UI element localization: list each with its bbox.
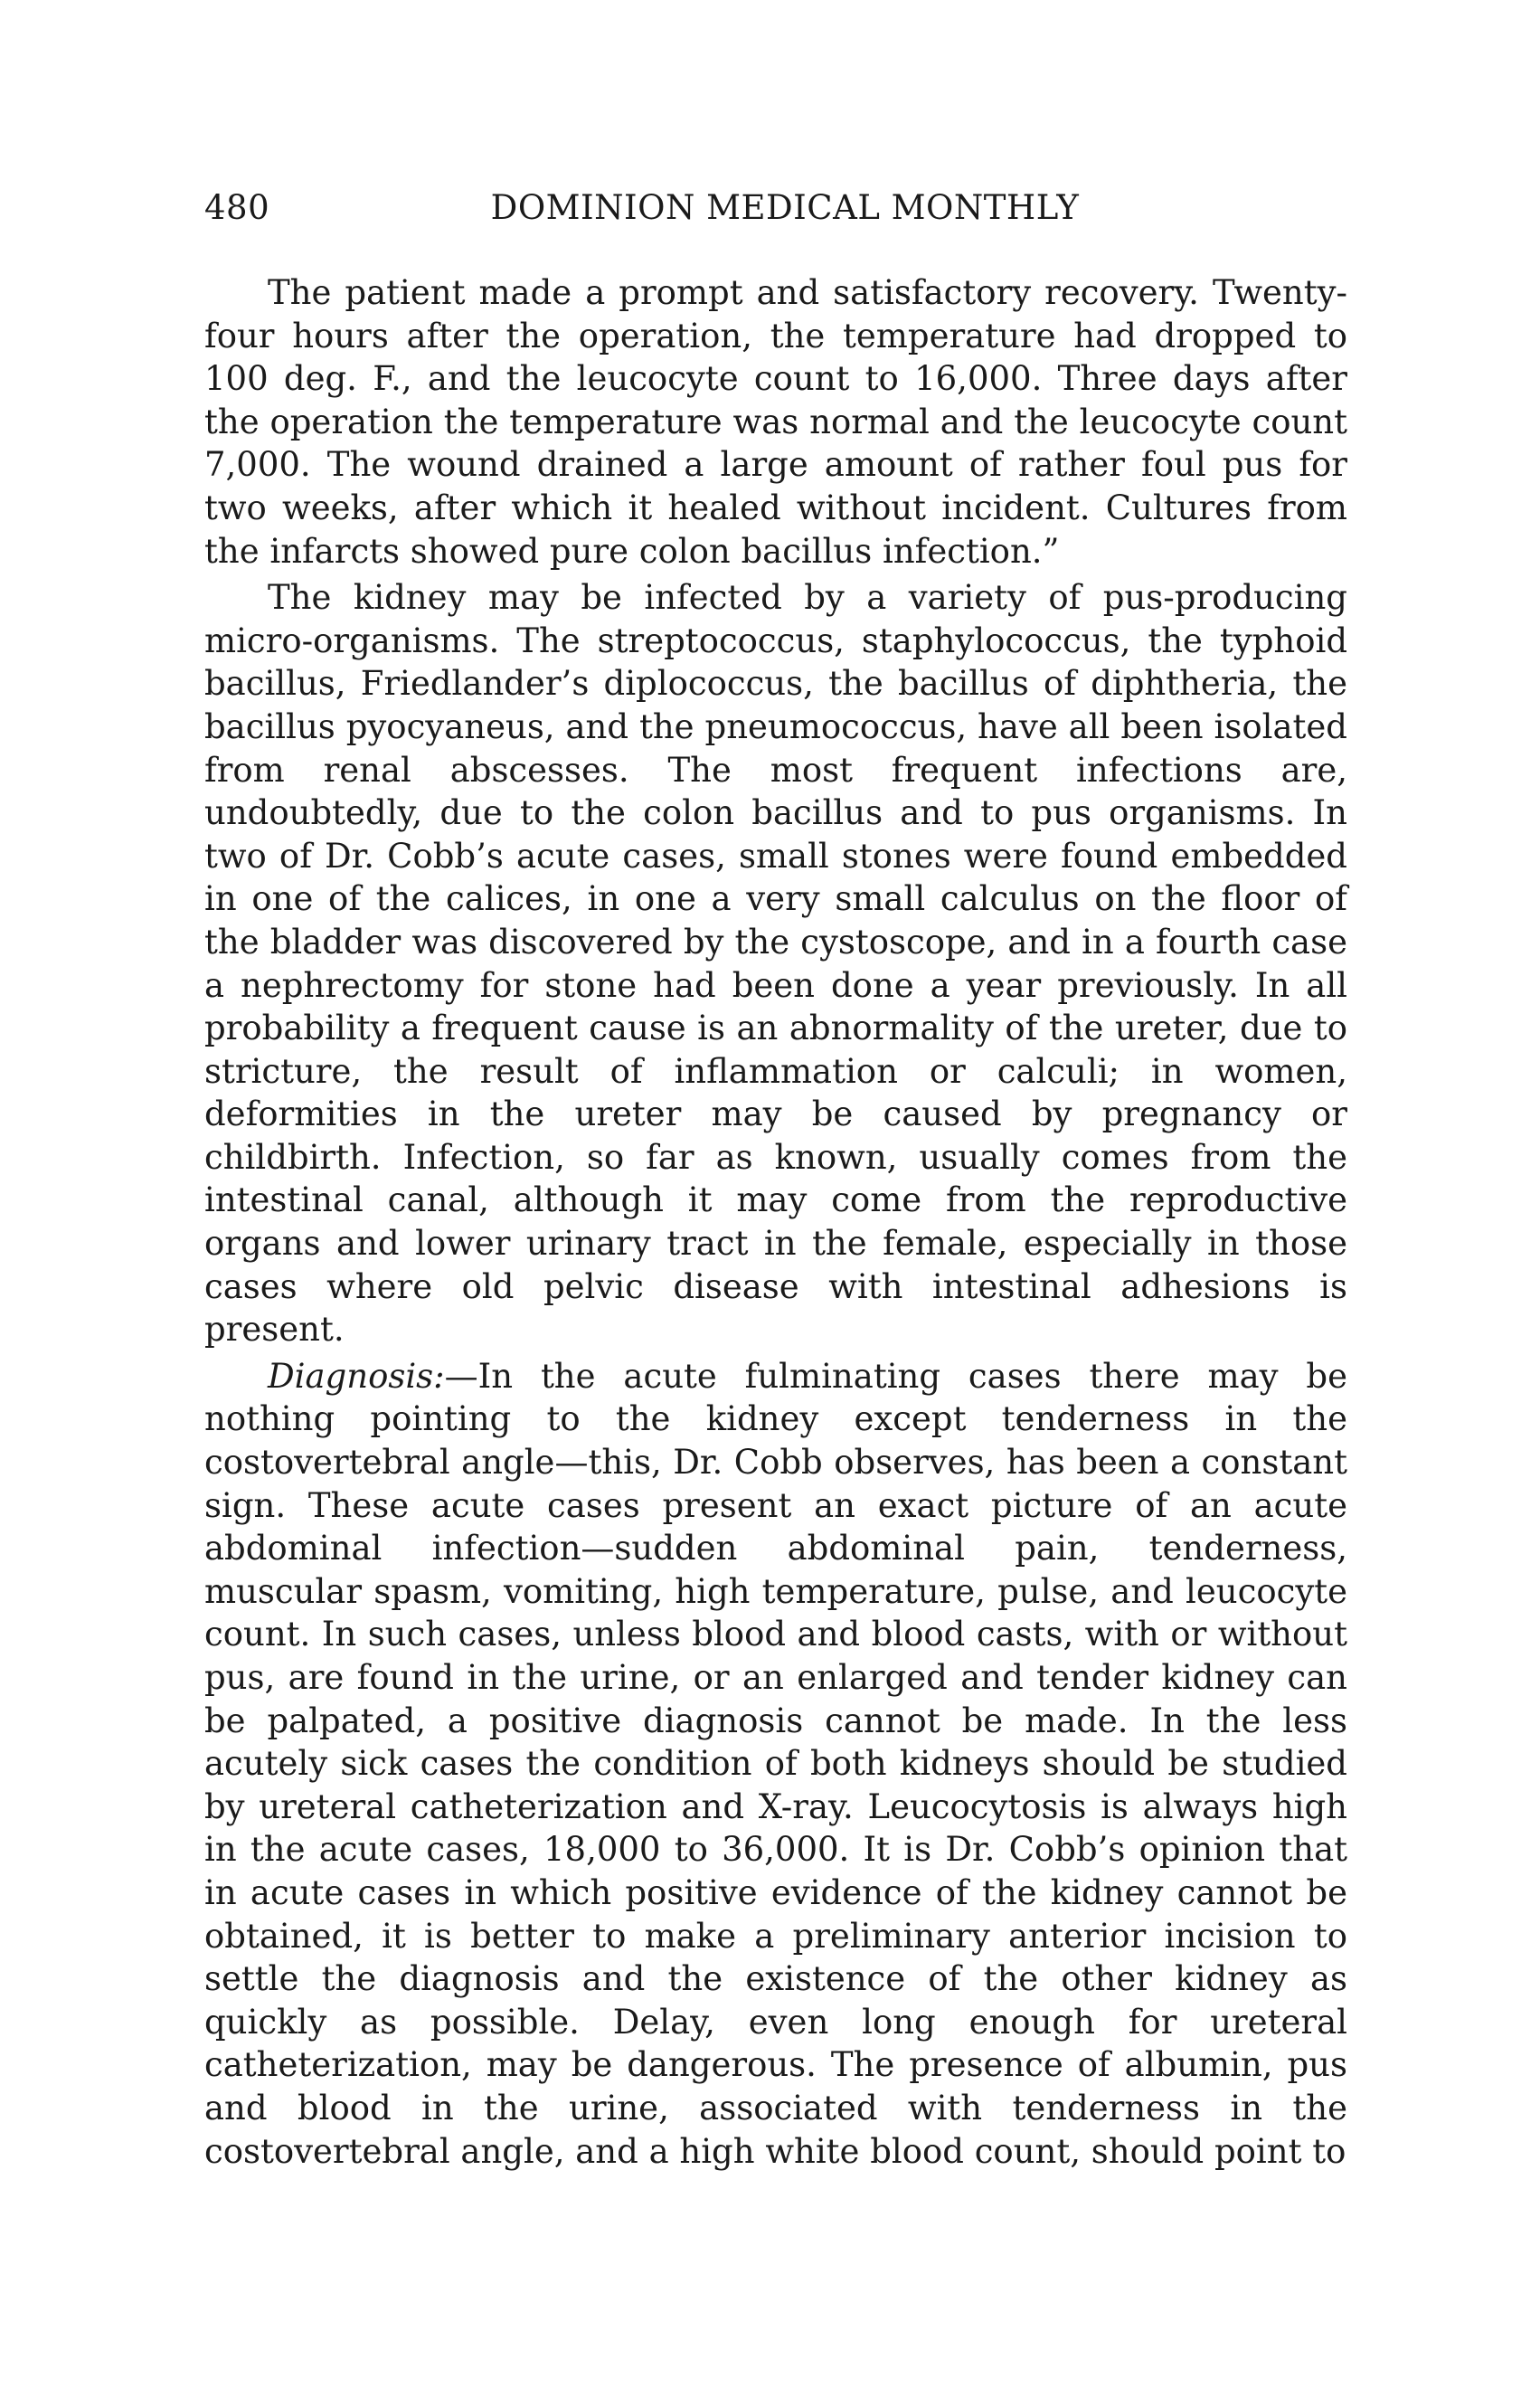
paragraph-text: —In the acute fulminating cases there may be nothing pointing to the kidney except tenderness in the costovertebral angle—this, Dr. Cobb observes, has been a constant sign. These acute cases present an exact picture of an acute abdominal infection—sudden abdominal pain, tenderness, muscular spasm, vomiting, high temperature, pulse, and leucocyte count. In such cases, unless blood and blood casts, with or without pus, are found in the urine, or an enlarged and tender kidney can be palpated, a positive diagnosis cannot be made. In the less acutely sick cases the condition of both kidneys should be studied by ureteral catheterization and X-ray. Leucocytosis is always high in the acute cases, 18,000 to 36,000. It is Dr. Cobb’s opinion that in acute cases in which positive evidence of the kidney cannot be obtained, it is better to make a preliminary anterior incision to settle the diagnosis and the existence of the other kidney as quickly as possible. Delay, even long enough for ureteral catheterization, may be dangerous. The presence of albumin, pus and blood in the urine, associated with tenderness in the costovertebral angle, and a high white blood count, should point to [204, 1356, 1347, 2171]
paragraph-text: The patient made a prompt and satisfactory recovery. Twenty-four hours after the operation, the temperature had dropped to 100 deg. F., and the leucocyte count to 16,000. Three days after the operation the temperature was normal and the leucocyte count 7,000. The wound drained a large amount of rather foul pus for two weeks, after which it healed without incident. Cultures from the infarcts showed pure colon bacillus infection.” [204, 273, 1347, 571]
page-header [204, 181, 1347, 235]
page-number: 480 [204, 188, 270, 227]
running-title: DOMINION MEDICAL MONTHLY [490, 188, 1080, 227]
paragraph-text: The kidney may be infected by a variety of pus-producing micro-organisms. The streptococcus, staphylococcus, the typhoid bacillus, Friedlander’s diplococcus, the bacillus of diphtheria, the bacillus pyocyaneus, and the pneumococcus, have all been isolated from renal abscesses. The most frequent infections are, undoubtedly, due to the colon bacillus and to pus organisms. In two of Dr. Cobb’s acute cases, small stones were found embedded in one of the calices, in one a very small calculus on the floor of the bladder was discovered by the cystoscope, and in a fourth case a nephrectomy for stone had been done a year previously. In all probability a frequent cause is an abnormality of the ureter, due to stricture, the result of inflammation or calculi; in women, deformities in the ureter may be caused by pregnancy or childbirth. Infection, so far as known, usually comes from the intestinal canal, although it may come from the reproductive organs and lower urinary tract in the female, especially in those cases where old pelvic disease with intestinal adhesions is present. [204, 578, 1347, 1350]
paragraph-diagnosis [204, 1355, 1347, 2173]
paragraph-recovery [204, 271, 1347, 573]
body-text [204, 271, 1347, 2173]
section-run-in-heading: Diagnosis: [268, 1356, 445, 1396]
paragraph-infection [204, 576, 1347, 1351]
document-page [204, 181, 1347, 2173]
